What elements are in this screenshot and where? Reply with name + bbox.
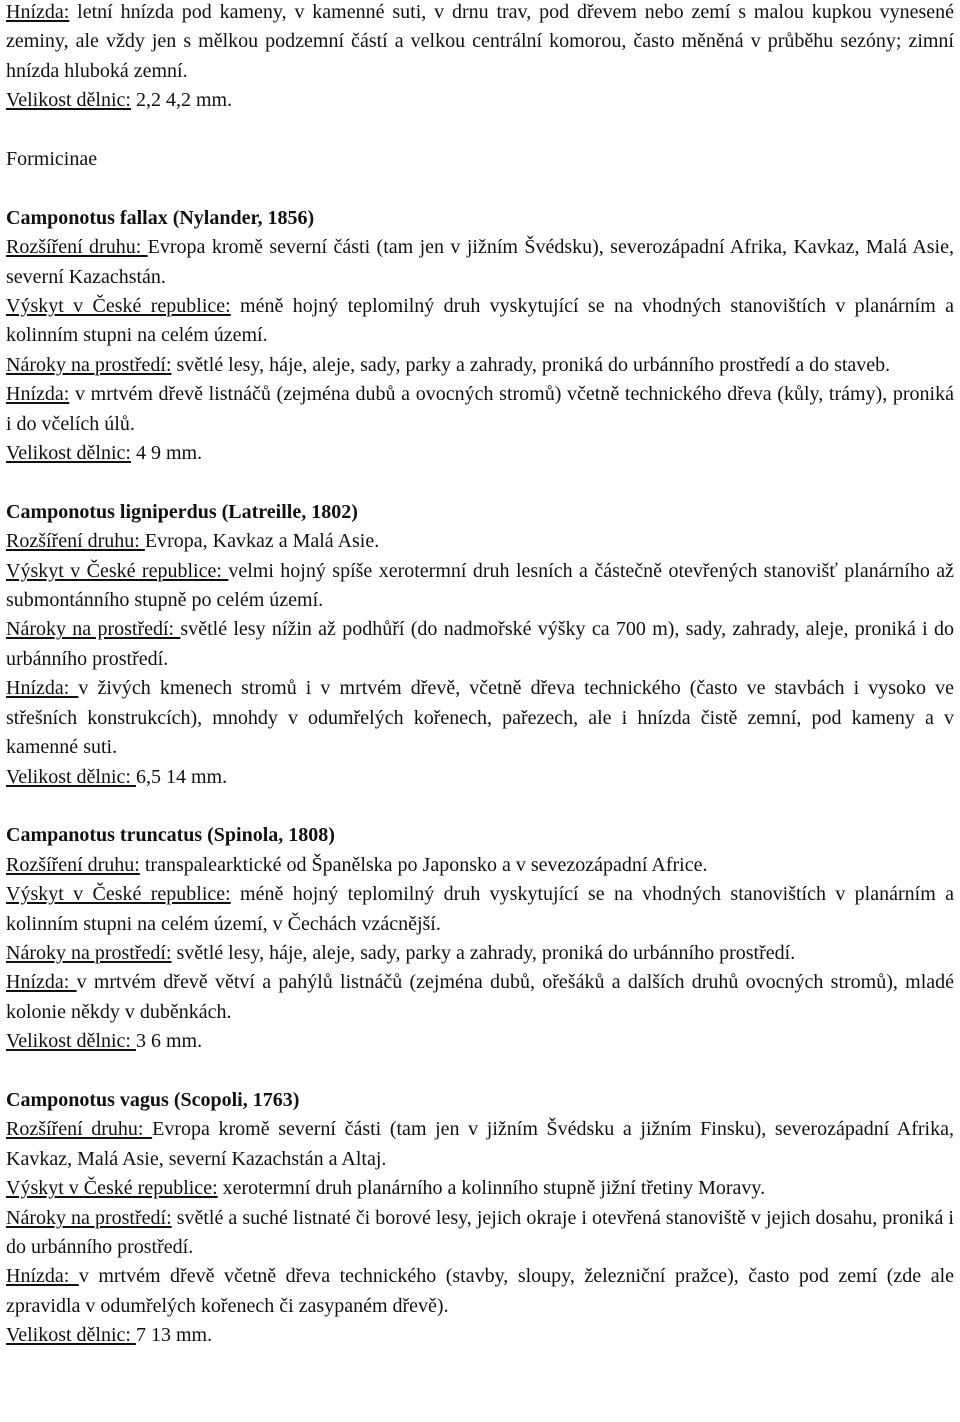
- size-paragraph: [6, 439, 954, 468]
- intro-size-text: 2,2 4,2 mm.: [130, 89, 233, 112]
- size-label: Velikost dělnic:: [6, 442, 131, 465]
- species-title: Camponotus vagus (Scopoli, 1763): [6, 1088, 300, 1111]
- nest-paragraph: [6, 674, 954, 762]
- nest-paragraph: [6, 1262, 954, 1321]
- species-entry: [6, 821, 954, 1056]
- nest-text: v mrtvém dřevě větví a pahýlů listnáčů (zejména dubů, ořešáků a dalších druhů ovocných stromů), mladé kolonie někdy v duběnkách.: [6, 971, 955, 1023]
- habitat-text: světlé lesy nížin až podhůří (do nadmořské výšky ca 700 m), sady, zahrady, aleje, proniká i do urbánního prostředí.: [6, 618, 954, 670]
- range-text: Evropa, Kavkaz a Malá Asie.: [144, 530, 380, 553]
- occurrence-text: velmi hojný spíše xerotermní druh lesních a částečně otevřených stanovišť planárního až submontánního stupně po celém území.: [6, 559, 954, 612]
- nest-paragraph: [6, 968, 954, 1027]
- intro-section: [6, 0, 954, 116]
- occurrence-paragraph: [6, 880, 954, 939]
- habitat-paragraph: [6, 939, 954, 968]
- size-label: Velikost dělnic:: [6, 1030, 136, 1053]
- nest-label: Hnízda:: [6, 971, 77, 994]
- habitat-paragraph: [6, 615, 954, 674]
- occurrence-text: xerotermní druh planárního a kolinního stupně jižní třetiny Moravy.: [217, 1177, 766, 1200]
- habitat-label: Nároky na prostředí:: [6, 618, 181, 641]
- species-title: Camponotus fallax (Nylander, 1856): [6, 206, 315, 229]
- intro-size-label: Velikost dělnic:: [6, 89, 131, 112]
- range-label: Rozšíření druhu:: [6, 1118, 153, 1141]
- intro-nest-text: letní hnízda pod kameny, v kamenné suti, v drnu trav, pod dřevem nebo zemí s malou kupkou vynesené zeminy, ale vždy jen s mělkou podzemní částí a velkou centrální komorou, často měněná v průběhu sezóny; zimní hnízda hluboká zemní.: [6, 1, 954, 82]
- habitat-text: světlé a suché listnaté či borové lesy, jejich okraje i otevřená stanoviště v jejich dosahu, proniká i do urbánního prostředí.: [6, 1206, 954, 1258]
- size-paragraph: [6, 1321, 954, 1350]
- range-label: Rozšíření druhu:: [6, 530, 145, 553]
- intro-nest-paragraph: [6, 0, 954, 86]
- intro-nest-label: Hnízda:: [6, 1, 70, 23]
- size-label: Velikost dělnic:: [6, 765, 136, 788]
- species-title: Campanotus truncatus (Spinola, 1808): [6, 824, 335, 847]
- species-title: Camponotus ligniperdus (Latreille, 1802): [6, 500, 358, 523]
- range-text: transpalearktické od Španělska po Japonsko a v sevezozápadní Africe.: [139, 853, 708, 876]
- habitat-paragraph: [6, 1204, 954, 1263]
- range-label: Rozšíření druhu:: [6, 236, 148, 259]
- range-text: Evropa kromě severní části (tam jen v jižním Švédsku a jižním Finsku), severozápadní Afrika, Kavkaz, Malá Asie, severní Kazachstán a Altaj.: [6, 1118, 954, 1170]
- occurrence-text: méně hojný teplomilný druh vyskytující se na vhodných stanovištích v planárním a kolinním stupni na celém území, v Čechách vzácnější.: [6, 883, 954, 935]
- occurrence-paragraph: [6, 557, 954, 616]
- size-label: Velikost dělnic:: [6, 1324, 136, 1347]
- habitat-text: světlé lesy, háje, aleje, sady, parky a zahrady, proniká do urbánního prostředí.: [171, 941, 796, 964]
- nest-label: Hnízda:: [6, 383, 70, 406]
- range-paragraph: [6, 233, 954, 292]
- size-text: 7 13 mm.: [135, 1324, 213, 1347]
- range-label: Rozšíření druhu:: [6, 853, 140, 876]
- habitat-label: Nároky na prostředí:: [6, 353, 172, 376]
- habitat-paragraph: [6, 351, 954, 380]
- range-paragraph: [6, 851, 954, 880]
- occurrence-label: Výskyt v České republice:: [6, 295, 231, 318]
- range-paragraph: [6, 527, 954, 556]
- habitat-label: Nároky na prostředí:: [6, 1206, 172, 1229]
- size-paragraph: [6, 1027, 954, 1056]
- occurrence-text: méně hojný teplomilný druh vyskytující se na vhodných stanovištích v planárním a kolinním stupni na celém území.: [6, 295, 954, 347]
- size-text: 4 9 mm.: [130, 442, 203, 465]
- occurrence-label: Výskyt v České republice:: [6, 559, 229, 582]
- occurrence-label: Výskyt v České republice:: [6, 883, 231, 906]
- range-text: Evropa kromě severní části (tam jen v jižním Švédsku), severozápadní Afrika, Kavkaz, Malá Asie, severní Kazachstán.: [6, 236, 954, 288]
- occurrence-paragraph: [6, 1174, 954, 1203]
- occurrence-label: Výskyt v České republice:: [6, 1177, 218, 1200]
- nest-text: v mrtvém dřevě včetně dřeva technického (stavby, sloupy, železniční pražce), často pod zemí (zde ale zpravidla v odumřelých kořenech či zasypaném dřevě).: [6, 1265, 955, 1317]
- nest-label: Hnízda:: [6, 1265, 79, 1288]
- species-entry: [6, 498, 954, 792]
- nest-text: v živých kmenech stromů i v mrtvém dřevě, včetně dřeva technického (často ve stavbách i vysoko ve střešních konstrukcích), mnohdy v odumřelých kořenech, pařezech, ale i hnízda čistě zemní, pod kameny a v kamenné suti.: [6, 677, 955, 759]
- occurrence-paragraph: [6, 292, 954, 351]
- intro-size-paragraph: [6, 86, 954, 115]
- species-entry: [6, 1086, 954, 1351]
- nest-paragraph: [6, 380, 954, 439]
- size-paragraph: [6, 763, 954, 792]
- subfamily-heading: Formicinae: [6, 148, 98, 171]
- species-entry: [6, 204, 954, 469]
- nest-label: Hnízda:: [6, 677, 79, 700]
- habitat-label: Nároky na prostředí:: [6, 941, 172, 964]
- habitat-text: světlé lesy, háje, aleje, sady, parky a zahrady, proniká do urbánního prostředí a do staveb.: [171, 353, 891, 376]
- range-paragraph: [6, 1115, 954, 1174]
- size-text: 6,5 14 mm.: [135, 765, 228, 788]
- nest-text: v mrtvém dřevě listnáčů (zejména dubů a ovocných stromů) včetně technického dřeva (kůly, trámy), proniká i do včelích úlů.: [6, 383, 954, 435]
- size-text: 3 6 mm.: [135, 1030, 203, 1053]
